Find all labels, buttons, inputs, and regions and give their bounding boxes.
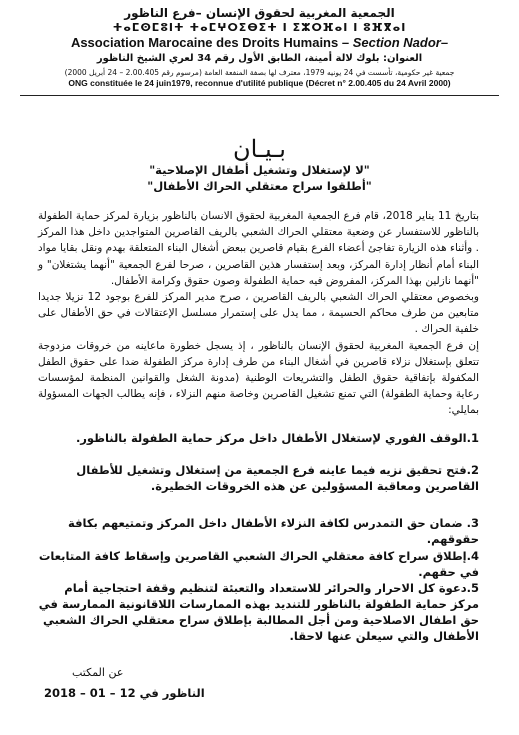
statement-title: بـيـان xyxy=(233,135,286,163)
org-legal-french: ONG constituée le 24 juin1979, reconnue d'utilité publique (Décret n° 2.00.405 du 24 Avril 2000) xyxy=(68,78,451,88)
org-section-french: Section Nador– xyxy=(352,35,449,50)
org-name-tifinagh: ⵜⴰⵎⵙⵎⵓⵏⵜ ⵜⴰⵎⵖⵔⵉⴱⵉⵜ ⵏ ⵉⵣⵔⴼⴰⵏ ⵏ ⵓⴼⴳⴰⵏ xyxy=(112,21,407,34)
signature-office: عن المكتب xyxy=(72,666,124,679)
statement-slogan-2: "أطلقوا سراح معتقلي الحراك الأطفال" xyxy=(147,179,372,193)
demand-item-3: 3. ضمان حق التمدرس لكافة النزلاء الأطفال داخل المركز وتمتيعهم بكافة حقوقهم. xyxy=(68,516,479,546)
demands-list xyxy=(36,0,479,735)
org-name-arabic: الجمعية المغربية لحقوق الإنسان –فرع الناظور xyxy=(124,6,395,20)
statement-slogan-1: "لا لإستغلال وتشغيل أطفال الإصلاحية" xyxy=(149,163,370,177)
body-paragraph-1: بتاريخ 11 يناير 2018، قام فرع الجمعية المغربية لحقوق الانسان بالناظور بزيارة لمركز حماية الطفولة بالناظور للاستفسار عن وضعية معتقلي الحراك الشعبي بالريف القاصرين المتواجدين داخل هذا المركز . وأثناء هذه الزيارة تفاجئ أعضاء الفرع بقيام قاصرين ببعض أشغال البناء المتعلقة بهدم ونقل بقايا مواد البناء أمام أنظار إدارة المركز، وبعد إستفسار هذين القاصرين ، صرحا لفرع الجمعية "أنهما يشتغلان" و "أنهما نازلين بهذا المركز، المفروض فيه حماية الطفولة وصون حقوق وكرامة الأطفال. xyxy=(38,210,479,287)
org-name-french-main: Association Marocaine des Droits Humains – xyxy=(70,35,350,50)
org-legal-arabic: جمعية غير حكومية، تأسست في 24 يونيه 1979، معترف لها بصفة المنفعة العامة (مرسوم رقم 2.00.405 – 24 أبريل 2000) xyxy=(64,68,455,77)
demand-item-2: 2.فتح تحقيق نزيه فيما عاينه فرع الجمعية من إستغلال وتشغيل للأطفال القاصرين ومعاقبة المسؤولين عن هذه الخروقات الخطيرة. xyxy=(76,463,479,493)
org-address: العنوان: بلوك لالة أمينة، الطابق الأول رقم 34 لعري الشيخ الناظور xyxy=(96,53,423,64)
demand-item-1: 1.الوقف الفوري لإستغلال الأطفال داخل مركز حماية الطفولة بالناظور. xyxy=(75,431,479,445)
demand-item-5: 5.دعوة كل الاحرار والحرائر للاستعداد والتعبئة لتنظيم وقفة احتجاجية أمام مركز حماية الطفولة بالناظور للتنديد بهذه الممارسات اللاقانونية الممارسة في حق اطفال الاصلاحية ومن أجل المطالبة بإطلاق سراح معتقلي الحراك الشعبي الأطفال والتي سيعلن عنها لاحقا. xyxy=(38,581,479,643)
body-paragraph-2: وبخصوص معتقلي الحراك الشعبي بالريف القاصرين ، صرح مدير المركز للفرع بوجود 12 نزيلا جديدا متابعين من طرف محاكم الحسيمة ، مما يدل على إستمرار مسلسل الإعتقالات في حق الأطفال على خلفية الحراك . xyxy=(38,291,479,336)
demand-item-4: 4.إطلاق سراح كافة معتقلي الحراك الشعبي القاصرين وإسقاط كافة المتابعات في حقهم. xyxy=(38,549,479,579)
body-paragraph-3: إن فرع الجمعية المغربية لحقوق الإنسان بالناظور ، إذ يسجل خطورة ماعاينه من خروقات مزدوجة تتعلق بإستغلال نزلاء قاصرين في أشغال البناء من طرف إدارة مركز الطفولة ضدا على حقوق الطفل المكفولة بإتفاقية حقوق الطفل والتشريعات الوطنية (مدونة الشغل والقوانين المنظمة لمؤسسات رعاية وحماية الطفولة) التي تمنع تشغيل القاصرين وخاصة منهم النزلاء ، فإنه يطالب الجهات المسؤولة بمايلي: xyxy=(38,339,479,417)
signature-date: الناظور في 12 – 01 – 2018 xyxy=(44,686,205,700)
